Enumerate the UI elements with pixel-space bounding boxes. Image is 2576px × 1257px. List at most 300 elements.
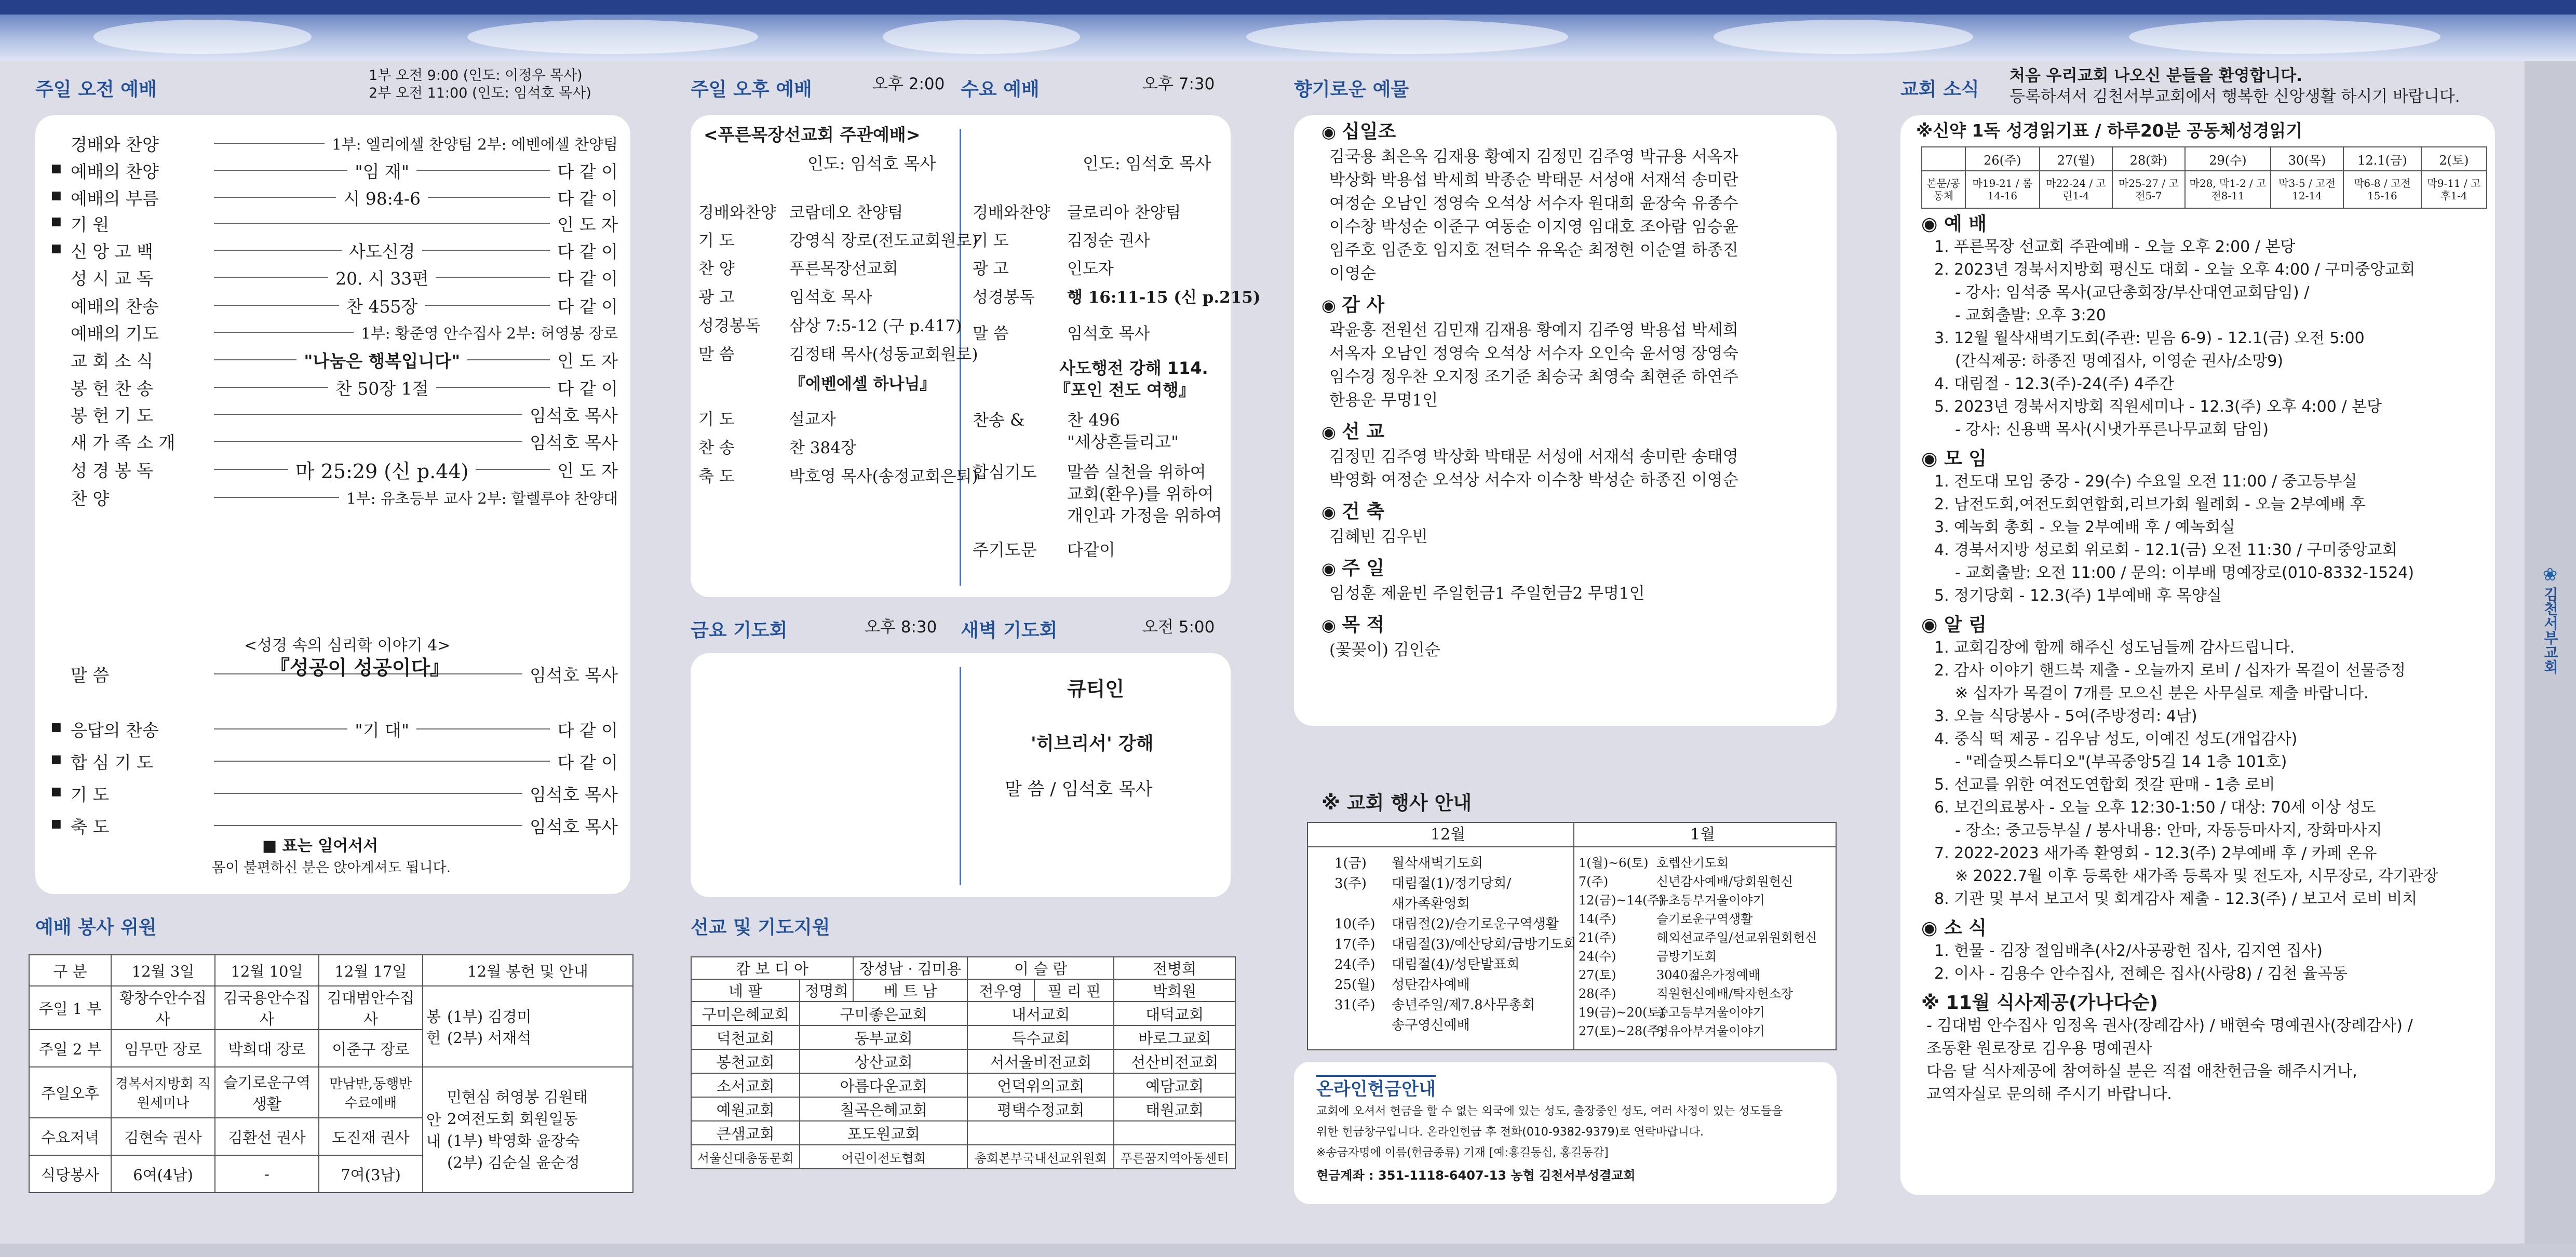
wednesday-value: 임석호 목사 bbox=[1067, 325, 1150, 343]
event-name: 대림절(1)/정기당회/ bbox=[1392, 876, 1512, 891]
event-name: 유초등부겨울이야기 bbox=[1656, 893, 1765, 908]
event-name: 새가족환영회 bbox=[1392, 896, 1470, 912]
offering-names: 박상화 박용섭 박세희 박종순 박태문 서성애 서재석 송미란 bbox=[1329, 171, 1738, 190]
order-person: 임석호 목사 bbox=[530, 816, 618, 837]
event-date: 25(월) bbox=[1334, 977, 1375, 993]
order-person: 다 같 이 bbox=[557, 752, 618, 773]
mission-cell: 대덕교회 bbox=[1114, 1002, 1235, 1025]
meal-line: - 김대범 안수집사 임정옥 권사(장례감사) / 배현숙 명예권사(장례감사) / bbox=[1926, 1017, 2413, 1035]
news-section-heading bbox=[1921, 614, 1987, 636]
morning-time-1: 1부 오전 9:00 (인도: 이정우 목사) bbox=[369, 67, 583, 84]
order-person: 다 같 이 bbox=[557, 720, 618, 740]
wednesday-title: 수요 예배 bbox=[961, 79, 1040, 100]
mission-cell: 박희원 bbox=[1114, 979, 1235, 1002]
mission-cell: 태원교회 bbox=[1114, 1097, 1235, 1121]
bible-head-cell: 29(수) bbox=[2185, 147, 2271, 171]
afternoon-label: 경배와찬양 bbox=[698, 204, 776, 222]
order-person: 인 도 자 bbox=[557, 214, 618, 235]
leader-line bbox=[214, 277, 328, 278]
bible-cell: 본문/공동체 bbox=[1922, 171, 1965, 208]
order-label: ■ 신 앙 고 백 bbox=[51, 238, 207, 263]
order-label: ■ 기 도 bbox=[51, 781, 207, 806]
event-name: 월삭새벽기도회 bbox=[1392, 856, 1483, 871]
staff-cell: 경복서지방회 직원세미나 bbox=[111, 1067, 215, 1118]
mission-cell: 구미좋은교회 bbox=[800, 1002, 967, 1025]
events-dec-head: 12월 bbox=[1431, 826, 1466, 844]
leader-line bbox=[214, 387, 328, 388]
mission-cell: 구미은혜교회 bbox=[691, 1002, 800, 1025]
leader-line bbox=[214, 170, 347, 171]
afternoon-label: 축 도 bbox=[698, 467, 735, 486]
offering-group-heading bbox=[1321, 501, 1384, 523]
staff-cell: 김환선 권사 bbox=[215, 1118, 319, 1155]
news-item: 2. 2023년 경북서지방회 평신도 대회 - 오늘 오후 4:00 / 구미중앙교회 bbox=[1934, 261, 2416, 279]
mission-cell: 베 트 남 bbox=[853, 979, 967, 1002]
offering-names: 서옥자 오남인 정영숙 오석상 서수자 오인숙 윤서영 장영숙 bbox=[1329, 344, 1738, 363]
order-label: 예배의 찬송 bbox=[71, 296, 159, 317]
mission-cell: 칠곡은혜교회 bbox=[800, 1097, 967, 1121]
order-label: 말 씀 bbox=[71, 665, 110, 685]
order-row bbox=[51, 483, 618, 512]
staff-cell: 이준구 장로 bbox=[319, 1030, 423, 1067]
order-mid bbox=[207, 265, 557, 290]
order-label: ■ 축 도 bbox=[51, 814, 207, 838]
order-label: 예배의 기도 bbox=[71, 323, 159, 344]
qt-series: '히브리서' 강해 bbox=[1031, 734, 1154, 754]
qt-title: 큐티인 bbox=[1067, 678, 1125, 700]
event-date: 31(주) bbox=[1334, 997, 1375, 1013]
order-mid bbox=[207, 332, 361, 333]
afternoon-label: 광 고 bbox=[698, 288, 735, 307]
sermon-subtitle: <성경 속의 심리학 이야기 4> bbox=[244, 637, 451, 655]
order-row bbox=[51, 236, 618, 265]
bible-head-cell: 2(토) bbox=[2421, 147, 2487, 171]
order-label: 성 시 교 독 bbox=[71, 268, 153, 289]
news-item: ※ 2022.7월 이후 등록한 새가족 등록자 및 전도자, 시무장로, 각기관장 bbox=[1955, 867, 2438, 885]
order-mid bbox=[207, 497, 346, 498]
news-item: ※ 십자가 목걸이 7개를 모으신 분은 사무실로 제출 바랍니다. bbox=[1955, 684, 2369, 702]
staff-cell: 주일 2 부 bbox=[29, 1030, 111, 1067]
afternoon-label: 기 도 bbox=[698, 410, 735, 429]
offering-names: 한용운 무명1인 bbox=[1329, 391, 1438, 410]
afternoon-title: 주일 오후 예배 bbox=[691, 79, 812, 100]
wed-sermon-series: 사도행전 강해 114. bbox=[1059, 358, 1208, 378]
staff-cell: - bbox=[215, 1155, 319, 1193]
order-person: 다 같 이 bbox=[557, 188, 618, 209]
offering-label: 봉 헌 bbox=[423, 986, 444, 1067]
offering-names: 이영순 bbox=[1329, 264, 1376, 283]
mission-cell: 소서교회 bbox=[691, 1073, 800, 1097]
order-mid bbox=[207, 455, 557, 484]
meal-line: 다음 달 식사제공에 참여하실 분은 직접 애찬헌금을 해주시거나, bbox=[1926, 1062, 2357, 1080]
leader-line bbox=[214, 197, 336, 198]
afternoon-value: 강영식 장로(전도교회원로) bbox=[789, 232, 978, 250]
event-name: 대림절(2)/슬기로운구역생활 bbox=[1392, 916, 1559, 932]
afternoon-label: 말 씀 bbox=[698, 345, 735, 364]
staff-header: 12월 봉헌 및 안내 bbox=[423, 955, 633, 986]
event-name: 신년감사예배/당회원헌신 bbox=[1656, 874, 1793, 889]
friday-time: 오후 8:30 bbox=[865, 618, 937, 637]
staff-cell: 황창수안수집사 bbox=[111, 986, 215, 1030]
order-item: 찬 455장 bbox=[346, 296, 418, 317]
afternoon-value: 『에벤에셀 하나님』 bbox=[789, 375, 936, 394]
afternoon-label: 찬 양 bbox=[698, 260, 735, 278]
order-person: 인 도 자 bbox=[557, 350, 618, 371]
event-name: 송구영신예배 bbox=[1392, 1018, 1470, 1033]
order-label: 성 경 봉 독 bbox=[71, 460, 153, 481]
event-date: 21(주) bbox=[1579, 930, 1616, 945]
order-mid bbox=[207, 223, 557, 224]
news-item: 5. 선교를 위한 여전도연합회 젓갈 판매 - 1층 로비 bbox=[1934, 776, 2275, 794]
church-logo bbox=[2538, 566, 2562, 685]
dawn-title: 새벽 기도회 bbox=[961, 620, 1058, 641]
mission-cell: 총회본부국내선교위원회 bbox=[967, 1145, 1114, 1169]
leader-line bbox=[416, 728, 550, 729]
order-mid bbox=[207, 761, 557, 762]
mission-cell: 포도원교회 bbox=[800, 1121, 967, 1145]
offering-names: 김국용 최은옥 김재용 황예지 김정민 김주영 박규용 서옥자 bbox=[1329, 147, 1738, 166]
header-banner bbox=[0, 0, 2576, 61]
order-mid bbox=[207, 348, 557, 372]
offering-names: 임주호 임준호 임지호 전덕수 유옥순 최정현 이순열 하종진 bbox=[1329, 241, 1738, 260]
leader-line bbox=[214, 825, 522, 826]
order-mid bbox=[207, 793, 530, 794]
bible-head-cell: 28(화) bbox=[2112, 147, 2185, 171]
offering-names: 박영화 여정순 오석상 서수자 이수창 박성순 하종진 이영순 bbox=[1329, 471, 1738, 490]
order-item: 찬 50장 1절 bbox=[335, 378, 429, 399]
news-section-name: 예 배 bbox=[1944, 213, 1987, 235]
order-label: 교 회 소 식 bbox=[71, 350, 153, 371]
event-date: 7(주) bbox=[1579, 874, 1609, 889]
staff-header: 12월 3일 bbox=[111, 955, 215, 986]
order-mid bbox=[207, 717, 557, 741]
bible-head-cell: 26(주) bbox=[1965, 147, 2040, 171]
bible-cell: 마19-21 / 롬14-16 bbox=[1965, 171, 2040, 208]
wednesday-label: 광 고 bbox=[973, 260, 1009, 278]
news-section-heading bbox=[1921, 213, 1987, 235]
mission-row bbox=[691, 1097, 1235, 1121]
afternoon-label: 기 도 bbox=[698, 232, 735, 250]
wednesday-leader: 인도: 임석호 목사 bbox=[1083, 154, 1211, 173]
leader-line bbox=[214, 761, 550, 762]
wed-prayer-1: 말씀 실천을 위하여 bbox=[1067, 462, 1206, 482]
news-item: - 교회출발: 오후 3:20 bbox=[1955, 306, 2106, 325]
event-date: 24(수) bbox=[1579, 949, 1616, 964]
wed-hymn: 찬 496 bbox=[1067, 410, 1121, 430]
news-item: - 강사: 신용백 목사(시냇가푸른나무교회 담임) bbox=[1955, 421, 2269, 439]
radio-icon: ◉ bbox=[1321, 295, 1342, 315]
mission-cell: 캄 보 디 아 bbox=[691, 957, 853, 979]
leader-line bbox=[214, 497, 339, 498]
event-name: 송년주일/제7.8사무총회 bbox=[1392, 997, 1535, 1013]
offering-names: 김혜빈 김우빈 bbox=[1329, 528, 1428, 546]
news-item: 3. 오늘 식당봉사 - 5여(주방정리: 4남) bbox=[1934, 707, 2197, 725]
order-item: "나눔은 행복입니다" bbox=[304, 350, 461, 371]
event-date: 14(주) bbox=[1579, 912, 1616, 926]
event-name: 성탄감사예배 bbox=[1392, 977, 1470, 993]
order-row bbox=[51, 747, 618, 776]
mission-cell: 전병희 bbox=[1114, 957, 1235, 979]
mission-cell: 평택수정교회 bbox=[967, 1097, 1114, 1121]
staff-table bbox=[29, 954, 633, 1193]
event-date: 19(금)~20(토) bbox=[1579, 1005, 1665, 1020]
order-item: "임 재" bbox=[355, 161, 409, 182]
order-item: 마 25:29 (신 p.44) bbox=[295, 459, 469, 483]
staff-cell: 김대범안수집사 bbox=[319, 986, 423, 1030]
order-label: 새 가 족 소 개 bbox=[71, 432, 176, 453]
radio-icon: ◉ bbox=[1321, 422, 1342, 442]
event-name: 슬기로운구역생활 bbox=[1656, 912, 1753, 926]
welcome-2: 등록하셔서 김천서부교회에서 행복한 신앙생활 하시기 바랍니다. bbox=[2009, 87, 2460, 106]
offering-group-name: 선 교 bbox=[1342, 421, 1385, 442]
order-label: ■ 예배의 찬양 bbox=[51, 158, 207, 183]
staff-cell: 김현숙 권사 bbox=[111, 1118, 215, 1155]
wednesday-label: 성경봉독 bbox=[973, 288, 1035, 307]
leader-line bbox=[436, 277, 550, 278]
mission-cell: 서서울비전교회 bbox=[967, 1049, 1114, 1073]
order-person: 1부: 엘리에셀 찬양팀 2부: 에벤에셀 찬양팀 bbox=[332, 135, 618, 153]
afternoon-time: 오후 2:00 bbox=[872, 75, 945, 93]
event-date: 12(금)~14(주) bbox=[1579, 893, 1665, 908]
staff-cell: 임무만 장로 bbox=[111, 1030, 215, 1067]
wed-lords-label: 주기도문 bbox=[973, 540, 1037, 560]
church-emblem-icon: ❀ bbox=[2542, 564, 2558, 585]
events-head-line bbox=[1307, 846, 1837, 847]
event-date: 1(월)~6(토) bbox=[1579, 856, 1649, 870]
event-date: 27(토) bbox=[1579, 968, 1616, 982]
guide-names: 민현심 허영봉 김원태 2여전도회 회원일동 (1부) 박영화 윤장숙 (2부) 김순실 윤순정 bbox=[444, 1067, 633, 1193]
leader-line bbox=[214, 223, 550, 224]
offering-group-name: 목 적 bbox=[1342, 614, 1385, 636]
mission-cell: 서울신대총동문회 bbox=[691, 1145, 800, 1169]
leader-line bbox=[425, 305, 550, 306]
staff-title: 예배 봉사 위원 bbox=[35, 917, 157, 938]
order-row bbox=[51, 318, 618, 347]
mission-cell: 선산비전교회 bbox=[1114, 1049, 1235, 1073]
mission-table bbox=[691, 956, 1236, 1169]
order-mid bbox=[207, 185, 557, 210]
afternoon-value: 찬 384장 bbox=[789, 439, 856, 457]
afternoon-leader: 인도: 임석호 목사 bbox=[807, 154, 936, 173]
mission-row bbox=[691, 1002, 1235, 1025]
event-name: 대림절(4)/성탄발표회 bbox=[1392, 957, 1520, 972]
bible-reading-table bbox=[1921, 146, 2487, 209]
news-title: 교회 소식 bbox=[1900, 79, 1979, 100]
mission-cell: 봉천교회 bbox=[691, 1049, 800, 1073]
event-name: 해외선교주일/선교위원회헌신 bbox=[1656, 930, 1817, 945]
offering-names: 곽윤홍 전원선 김민재 김재용 황예지 김주영 박용섭 박세희 bbox=[1329, 321, 1738, 340]
order-mid bbox=[207, 293, 557, 318]
leader-line bbox=[416, 170, 550, 171]
offering-group-heading bbox=[1321, 614, 1384, 636]
order-mid bbox=[207, 143, 332, 144]
radio-icon: ◉ bbox=[1921, 917, 1944, 939]
mission-cell: 득수교회 bbox=[967, 1025, 1114, 1049]
news-item: 4. 대림절 - 12.3(주)-24(주) 4주간 bbox=[1934, 375, 2175, 393]
order-row bbox=[51, 183, 618, 212]
order-person: 인 도 자 bbox=[557, 460, 618, 481]
offering-group-name: 십일조 bbox=[1342, 121, 1396, 142]
event-date: 3(주) bbox=[1334, 876, 1367, 891]
afternoon-value: 푸른목장선교회 bbox=[789, 260, 898, 278]
order-row bbox=[51, 263, 618, 292]
order-item: 시 98:4-6 bbox=[343, 188, 421, 209]
news-item: 2. 이사 - 김용수 안수집사, 전혜은 집사(사랑8) / 김천 율곡동 bbox=[1934, 965, 2348, 983]
online-text-3: ※송금자명에 이름(헌금종류) 기재 [예:홍길동십, 홍길동감] bbox=[1316, 1146, 1609, 1159]
mission-cell: 어린이전도협회 bbox=[800, 1145, 967, 1169]
meal-line: 교역자실로 문의해 주시기 바랍니다. bbox=[1926, 1085, 2172, 1103]
order-person: 다 같 이 bbox=[557, 268, 618, 289]
page-bottom bbox=[0, 1244, 2576, 1257]
order-person: 임석호 목사 bbox=[530, 432, 618, 453]
order-label: ■ 합 심 기 도 bbox=[51, 749, 207, 774]
staff-cell: 박희대 장로 bbox=[215, 1030, 319, 1067]
leader-line bbox=[467, 359, 550, 360]
offering-names: 김정민 김주영 박상화 박태문 서성애 서재석 송미란 송태영 bbox=[1329, 448, 1738, 466]
news-item: - 강사: 임석중 목사(교단총회장/부산대연교회담임) / bbox=[1955, 283, 2310, 302]
news-item: 5. 정기당회 - 12.3(주) 1부예배 후 목양실 bbox=[1934, 587, 2222, 605]
radio-icon: ◉ bbox=[1921, 614, 1944, 636]
mission-row bbox=[691, 1145, 1235, 1169]
offering-names: 임성훈 제윤빈 주일헌금1 주일헌금2 무명1인 bbox=[1329, 584, 1645, 603]
news-item: 1. 헌물 - 김장 절임배추(사2/사공광헌 집사, 김지연 집사) bbox=[1934, 942, 2323, 960]
events-title: ※ 교회 행사 안내 bbox=[1321, 792, 1472, 814]
staff-cell: 김국용안수집사 bbox=[215, 986, 319, 1030]
event-name: 금방기도회 bbox=[1656, 949, 1717, 964]
radio-icon: ◉ bbox=[1321, 122, 1342, 142]
mission-cell bbox=[967, 1121, 1114, 1145]
news-section-name: 알 림 bbox=[1944, 614, 1987, 636]
news-section-name: 모 임 bbox=[1944, 448, 1987, 469]
offering-group-name: 건 축 bbox=[1342, 501, 1385, 522]
staff-header: 구 분 bbox=[29, 955, 111, 986]
offering-group-name: 감 사 bbox=[1342, 294, 1385, 316]
mission-row bbox=[691, 1025, 1235, 1049]
offering-title: 향기로운 예물 bbox=[1294, 79, 1409, 100]
mission-cell: 네 팔 bbox=[691, 979, 800, 1002]
order-row bbox=[51, 345, 618, 374]
order-person: 임석호 목사 bbox=[530, 665, 618, 685]
bible-head-cell: 12.1(금) bbox=[2343, 147, 2421, 171]
sermon-title: 『성공이 성공이다』 bbox=[270, 656, 450, 679]
mission-cell: 이 슬 람 bbox=[967, 957, 1114, 979]
prayer-divider bbox=[960, 667, 961, 885]
wednesday-value: 글로리아 찬양팀 bbox=[1067, 204, 1181, 222]
event-date: 24(주) bbox=[1334, 957, 1375, 972]
news-item: (간식제공: 하종진 명예집사, 이영순 권사/소망9) bbox=[1955, 352, 2284, 370]
wed-prayer-2: 교회(환우)를 위하여 bbox=[1067, 484, 1214, 504]
mission-cell: 예원교회 bbox=[691, 1097, 800, 1121]
wed-prayer-label: 합심기도 bbox=[973, 462, 1037, 482]
radio-icon: ◉ bbox=[1321, 615, 1342, 635]
order-label: ■ 예배의 부름 bbox=[51, 185, 207, 210]
staff-cell: 만남반,동행반 수료예배 bbox=[319, 1067, 423, 1118]
leader-line bbox=[214, 305, 339, 306]
order-label: ■ 기 원 bbox=[51, 211, 207, 236]
order-item: 20. 시 33편 bbox=[335, 268, 429, 289]
news-item: - 장소: 중고등부실 / 봉사내용: 안마, 자동등마사지, 장화마사지 bbox=[1955, 821, 2382, 840]
order-row bbox=[51, 400, 618, 429]
staff-cell: 6여(4남) bbox=[111, 1155, 215, 1193]
offering-names: 이수창 박성순 이준구 여동순 이지영 임대호 조아람 임승윤 bbox=[1329, 218, 1738, 236]
news-item: 2. 감사 이야기 핸드북 제출 - 오늘까지 로비 / 십자가 목걸이 선물증정 bbox=[1934, 661, 2406, 680]
staff-cell: 식당봉사 bbox=[29, 1155, 111, 1193]
leader-line bbox=[214, 469, 288, 470]
order-mid bbox=[207, 238, 557, 263]
wed-lords: 다같이 bbox=[1067, 540, 1115, 560]
bible-cell: 막3-5 / 고전12-14 bbox=[2271, 171, 2343, 208]
mission-cell: 푸른꿈지역아동센터 bbox=[1114, 1145, 1235, 1169]
staff-cell: 주일 1 부 bbox=[29, 986, 111, 1030]
offering-group-heading bbox=[1321, 421, 1384, 443]
wednesday-label: 경배와찬양 bbox=[973, 204, 1050, 222]
mission-cell: 덕천교회 bbox=[691, 1025, 800, 1049]
event-date: 27(토)~28(주) bbox=[1579, 1024, 1665, 1038]
afternoon-value: 코람데오 찬양팀 bbox=[789, 204, 903, 222]
order-person: 다 같 이 bbox=[557, 296, 618, 317]
order-person: 다 같 이 bbox=[557, 378, 618, 399]
afternoon-value: 김정태 목사(성동교회원로) bbox=[789, 345, 978, 364]
mission-row bbox=[691, 1049, 1235, 1073]
order-person: 다 같 이 bbox=[557, 161, 618, 182]
order-item: "기 대" bbox=[355, 720, 409, 740]
events-divider bbox=[1573, 822, 1574, 1050]
wed-hymn-label: 찬송 & bbox=[973, 410, 1025, 430]
news-item: 5. 2023년 경북서지방회 직원세미나 - 12.3(주) 오후 4:00 / 본당 bbox=[1934, 398, 2382, 416]
leader-line bbox=[214, 728, 347, 729]
order-label: 경배와 찬양 bbox=[71, 134, 159, 155]
afternoon-value: 설교자 bbox=[789, 410, 836, 429]
mission-cell: 언덕위의교회 bbox=[967, 1073, 1114, 1097]
staff-cell: 7여(3남) bbox=[319, 1155, 423, 1193]
meal-title: ※ 11월 식사제공(가나다순) bbox=[1921, 992, 2159, 1013]
offering-names: (꽃꽂이) 김인순 bbox=[1329, 641, 1440, 659]
order-row bbox=[51, 714, 618, 744]
leader-line bbox=[422, 250, 550, 251]
wednesday-value: 행 16:11-15 (신 p.215) bbox=[1067, 288, 1261, 307]
order-mid bbox=[207, 441, 530, 442]
radio-icon: ◉ bbox=[1921, 448, 1944, 469]
order-row bbox=[51, 209, 618, 238]
event-date: 10(주) bbox=[1334, 916, 1375, 932]
event-name: 호렙산기도회 bbox=[1656, 856, 1729, 870]
offering-group-heading bbox=[1321, 294, 1384, 316]
order-row bbox=[51, 455, 618, 484]
dawn-time: 오전 5:00 bbox=[1142, 618, 1215, 637]
news-item: 6. 보건의료봉사 - 오늘 오후 12:30-1:50 / 대상: 70세 이상 성도 bbox=[1934, 799, 2376, 817]
order-row bbox=[51, 373, 618, 402]
offering-names: (1부) 김경미 (2부) 서재석 bbox=[444, 986, 633, 1067]
order-person: 임석호 목사 bbox=[530, 784, 618, 805]
news-item: - "레슬핏스튜디오"(부곡중앙5길 14 1층 101호) bbox=[1955, 753, 2287, 771]
bible-reading-title: ※신약 1독 성경읽기표 / 하루20분 공동체성경읽기 bbox=[1916, 120, 2303, 141]
afternoon-value: 임석호 목사 bbox=[789, 288, 872, 307]
order-row bbox=[51, 427, 618, 456]
order-label: 찬 양 bbox=[71, 488, 110, 509]
bible-head-cell: 30(목) bbox=[2271, 147, 2343, 171]
welcome-1: 처음 우리교회 나오신 분들을 환영합니다. bbox=[2009, 66, 2303, 85]
mission-cell: 정명희 bbox=[800, 979, 853, 1002]
order-person: 다 같 이 bbox=[557, 241, 618, 262]
leader-line bbox=[214, 441, 522, 442]
staff-cell: 도진재 권사 bbox=[319, 1118, 423, 1155]
leader-line bbox=[214, 332, 354, 333]
meal-line: 조동환 원로장로 김우용 명예권사 bbox=[1926, 1039, 2152, 1058]
offering-names: 임수경 정우찬 오지정 조기준 최승국 최영숙 최현준 하연주 bbox=[1329, 368, 1738, 386]
staff-cell: 슬기로운구역생활 bbox=[215, 1067, 319, 1118]
bible-cell: 막9-11 / 고후1-4 bbox=[2421, 171, 2487, 208]
wednesday-label: 말 씀 bbox=[973, 325, 1009, 343]
